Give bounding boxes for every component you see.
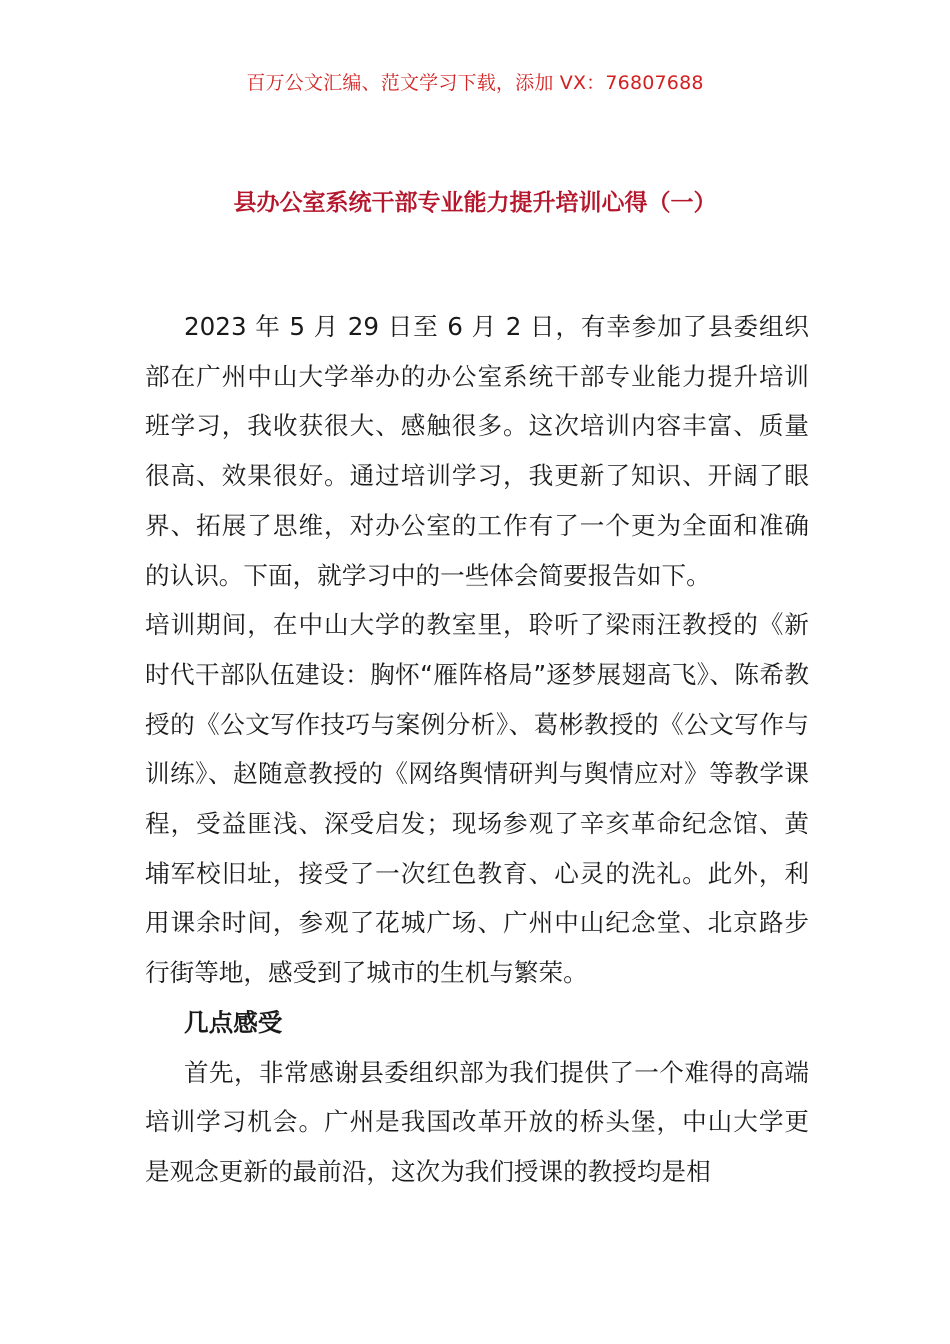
paragraph-first-point: 首先，非常感谢县委组织部为我们提供了一个难得的高端培训学习机会。广州是我国改革开放的桥头堡，中山大学更是观念更新的最前沿，这次为我们授课的教授均是相 [145,1057,809,1186]
section-heading: 几点感受 [184,1007,283,1037]
document-title: 县办公室系统干部专业能力提升培训心得（一） [233,190,717,216]
header-note: 百万公文汇编、范文学习下载，添加 VX：76807688 [246,72,704,94]
paragraph-intro: 2023 年 5 月 29 日至 6 月 2 日，有幸参加了县委组织部在广州中山大学举办的办公室系统干部专业能力提升培训班学习，我收获很大、感触很多。这次培训内容丰富、质量很高、效果很好。通过培训学习，我更新了知识、开阔了眼界、拓展了思维，对办公室的工作有了一个更为全面和准确的认识。下面，就学习中的一些体会简要报告如下。 [145,312,809,590]
paragraph-training: 培训期间，在中山大学的教室里，聆听了梁雨汪教授的《新时代干部队伍建设：胸怀“雁阵格局”逐梦展翅高飞》、陈希教授的《公文写作技巧与案例分析》、葛彬教授的《公文写作与训练》、赵随意教授的《网络舆情研判与舆情应对》等教学课程，受益匪浅、深受启发；现场参观了辛亥革命纪念馆、黄埔军校旧址，接受了一次红色教育、心灵的洗礼。此外，利用课余时间，参观了花城广场、广州中山纪念堂、北京路步行街等地，感受到了城市的生机与繁荣。 [145,610,809,988]
document-body [145,302,809,1197]
